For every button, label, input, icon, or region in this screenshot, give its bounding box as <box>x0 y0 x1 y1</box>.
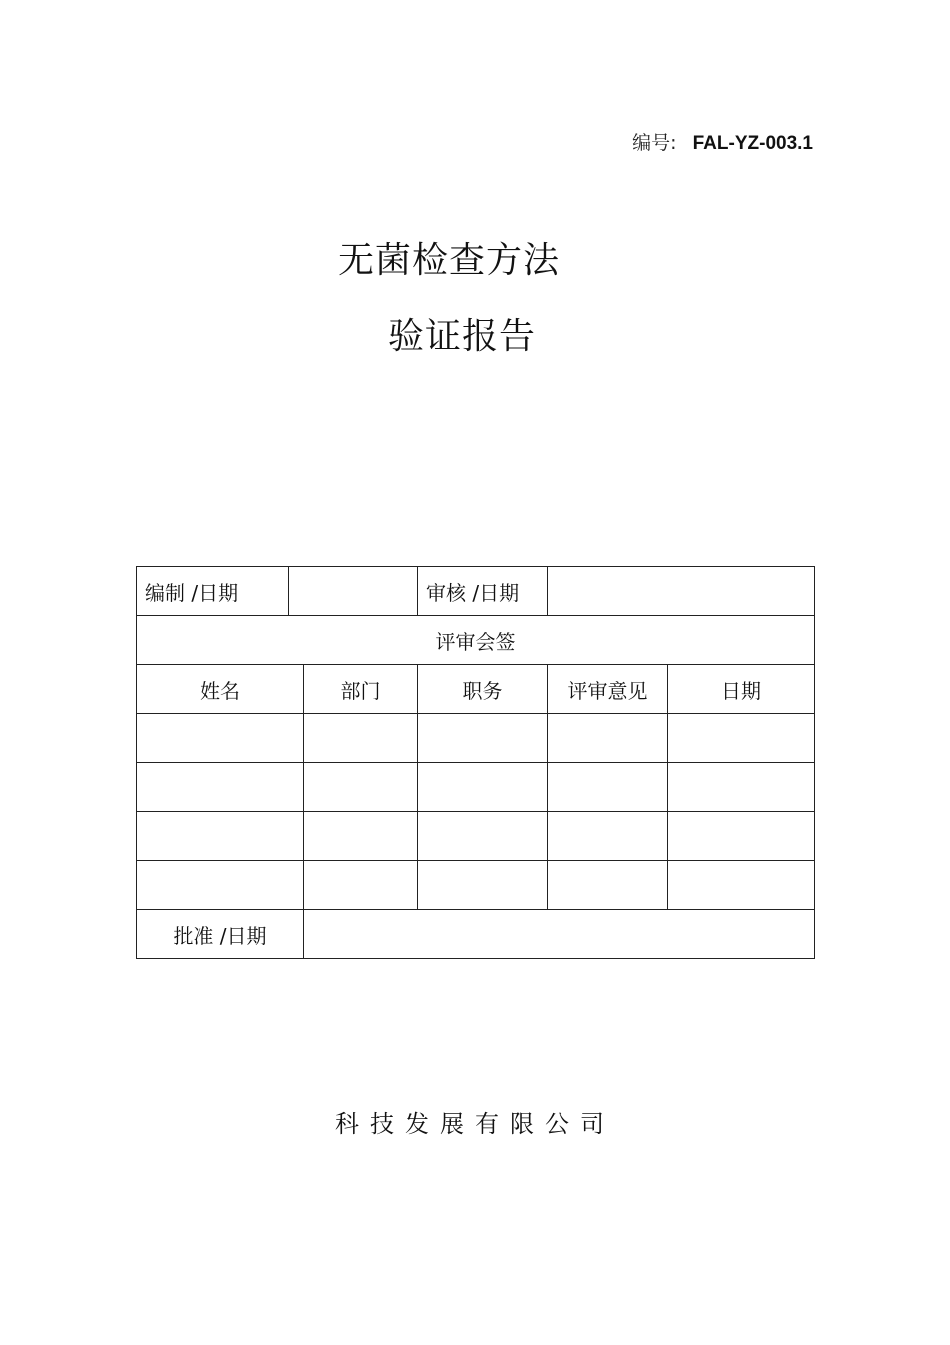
column-header-review-opinion: 评审意见 <box>548 665 668 714</box>
table-cell[interactable] <box>668 763 815 812</box>
reviewed-by-label: 审核 /日期 <box>418 567 548 616</box>
table-cell[interactable] <box>418 812 548 861</box>
table-cell[interactable] <box>137 763 304 812</box>
table-header-row <box>137 665 815 714</box>
table-row <box>137 861 815 910</box>
table-cell[interactable] <box>418 763 548 812</box>
column-header-department: 部门 <box>304 665 418 714</box>
approved-by-value[interactable] <box>304 910 815 959</box>
table-cell[interactable] <box>304 861 418 910</box>
table-row-section-title <box>137 616 815 665</box>
table-cell[interactable] <box>668 812 815 861</box>
column-header-date: 日期 <box>668 665 815 714</box>
table-cell[interactable] <box>548 763 668 812</box>
column-header-position: 职务 <box>418 665 548 714</box>
table-cell[interactable] <box>304 714 418 763</box>
approved-by-label: 批准 /日期 <box>137 910 304 959</box>
table-row <box>137 714 815 763</box>
table-cell[interactable] <box>137 812 304 861</box>
table-row <box>137 812 815 861</box>
table-cell[interactable] <box>668 861 815 910</box>
table-cell[interactable] <box>668 714 815 763</box>
table-cell[interactable] <box>137 714 304 763</box>
document-title-line2: 验证报告 <box>387 316 536 357</box>
table-row-approved <box>137 910 815 959</box>
table-cell[interactable] <box>418 861 548 910</box>
company-name: 科技发展有限公司 <box>335 1110 615 1138</box>
table-cell[interactable] <box>137 861 304 910</box>
table-cell[interactable] <box>304 812 418 861</box>
review-section-title: 评审会签 <box>137 616 815 665</box>
prepared-by-label: 编制 /日期 <box>137 567 289 616</box>
table-cell[interactable] <box>548 812 668 861</box>
column-header-name: 姓名 <box>137 665 304 714</box>
table-cell[interactable] <box>548 714 668 763</box>
prepared-by-value[interactable] <box>289 567 418 616</box>
document-number-label: 编号: <box>632 132 677 154</box>
table-cell[interactable] <box>548 861 668 910</box>
review-sign-off-table <box>136 566 815 959</box>
document-title-line1: 无菌检查方法 <box>337 240 560 281</box>
reviewed-by-value[interactable] <box>548 567 815 616</box>
document-number-value: FAL-YZ-003.1 <box>692 133 813 154</box>
document-number <box>632 128 813 155</box>
table-cell[interactable] <box>418 714 548 763</box>
table-row-prepared-reviewed <box>137 567 815 616</box>
table-row <box>137 763 815 812</box>
table-cell[interactable] <box>304 763 418 812</box>
